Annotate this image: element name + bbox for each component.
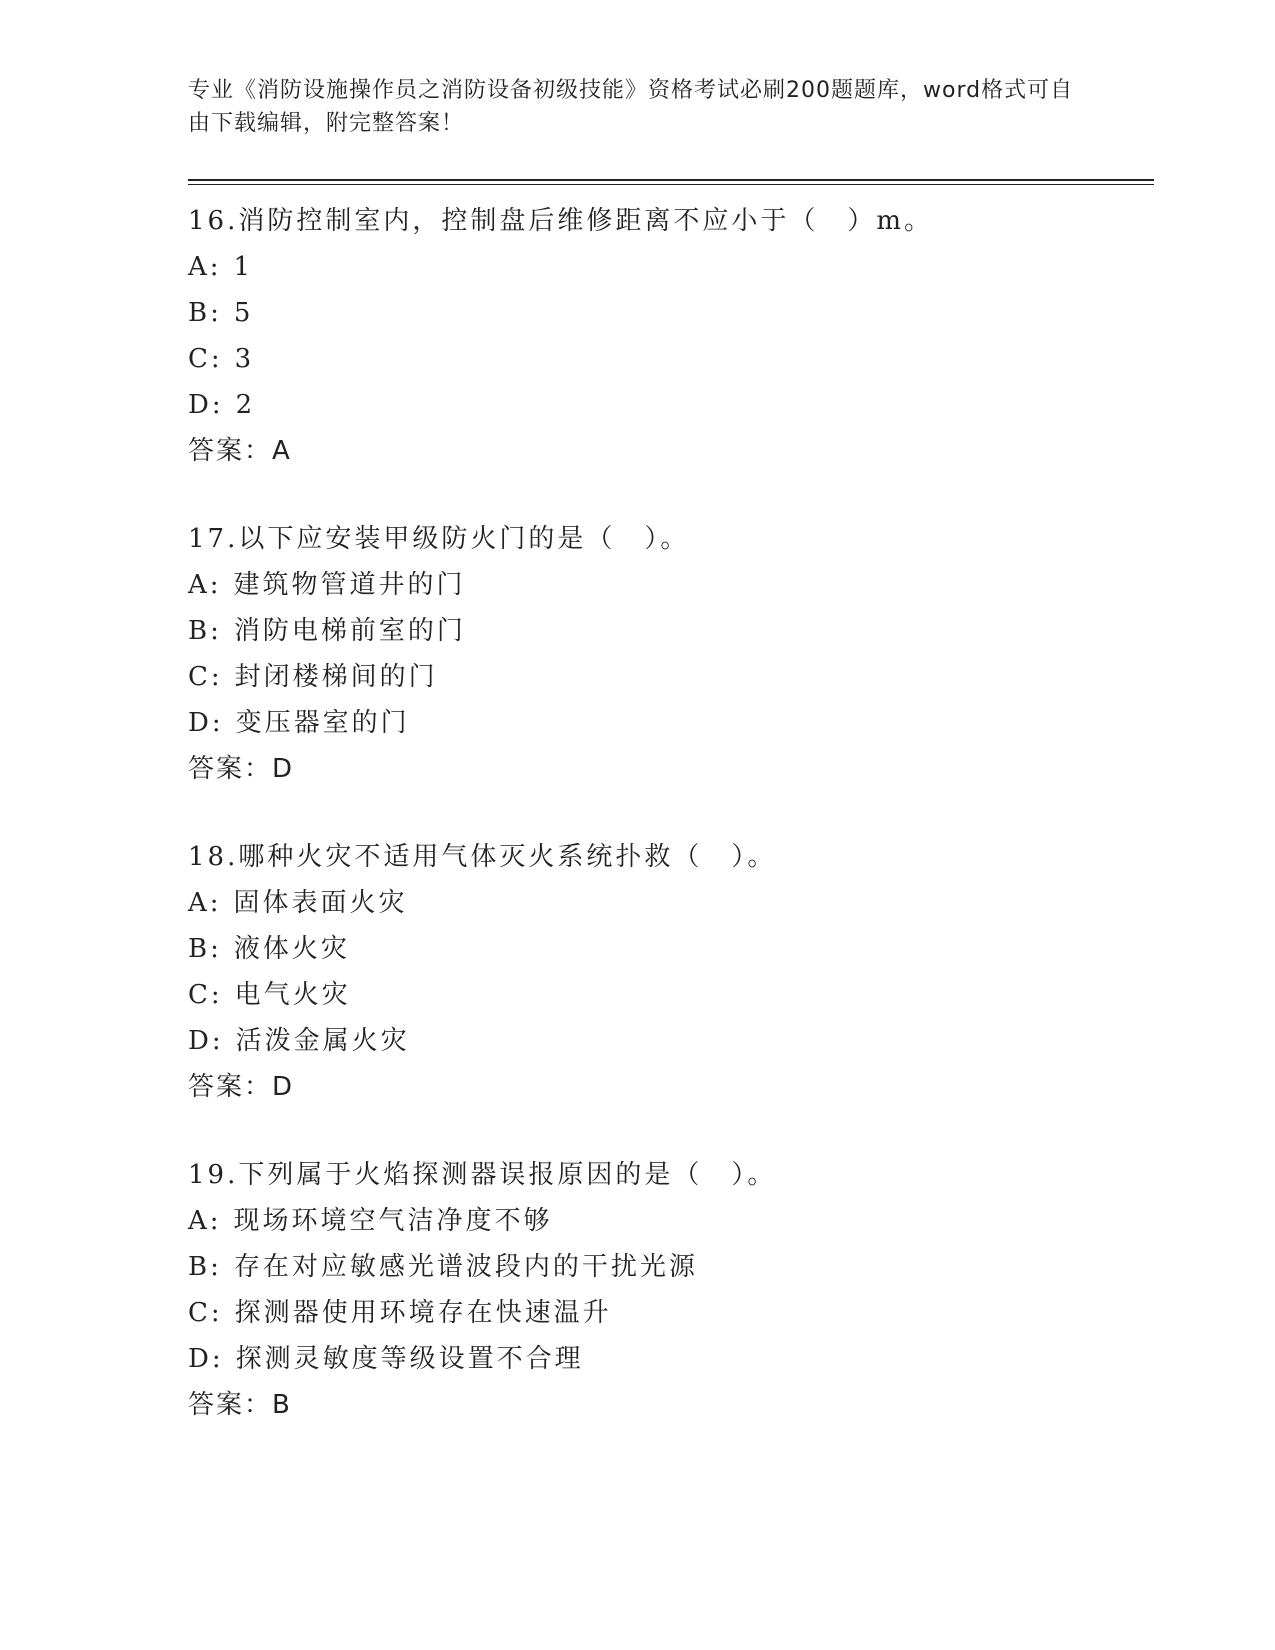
question-stem: 16.消防控制室内，控制盘后维修距离不应小于（ ）m。 bbox=[188, 206, 934, 236]
option-text: 探测器使用环境存在快速温升 bbox=[234, 1298, 612, 1328]
option-b bbox=[188, 1244, 1148, 1290]
option-b bbox=[188, 926, 1148, 972]
option-a bbox=[188, 1198, 1148, 1244]
option-text: 封闭楼梯间的门 bbox=[234, 662, 438, 692]
option-d bbox=[188, 382, 1148, 428]
option-letter: D: bbox=[188, 1026, 224, 1056]
option-text: 电气火灾 bbox=[234, 980, 351, 1010]
option-text: 存在对应敏感光谱波段内的干扰光源 bbox=[233, 1252, 698, 1282]
option-letter: A: bbox=[188, 570, 222, 600]
document-header: 专业《消防设施操作员之消防设备初级技能》资格考试必刷200题题库，word格式可自由下载编辑，附完整答案！ bbox=[188, 78, 1074, 136]
option-d bbox=[188, 700, 1148, 746]
option-a bbox=[188, 880, 1148, 926]
option-text: 建筑物管道井的门 bbox=[233, 570, 466, 600]
option-text: 变压器室的门 bbox=[235, 708, 410, 738]
option-letter: B: bbox=[188, 616, 222, 646]
answer-line: 答案：B bbox=[188, 1390, 292, 1420]
option-b bbox=[188, 608, 1148, 654]
option-text: 液体火灾 bbox=[233, 934, 350, 964]
header-divider-thick bbox=[188, 179, 1154, 181]
option-text: 1 bbox=[233, 252, 254, 282]
option-letter: C: bbox=[188, 662, 223, 692]
option-a bbox=[188, 562, 1148, 608]
option-letter: D: bbox=[188, 708, 224, 738]
option-letter: A: bbox=[188, 252, 222, 282]
option-letter: C: bbox=[188, 980, 223, 1010]
option-letter: A: bbox=[188, 1206, 222, 1236]
option-text: 2 bbox=[235, 390, 256, 420]
answer-line: 答案：D bbox=[188, 754, 295, 784]
question-18 bbox=[188, 834, 1148, 1110]
option-d bbox=[188, 1018, 1148, 1064]
question-17 bbox=[188, 516, 1148, 792]
option-letter: B: bbox=[188, 934, 222, 964]
header-divider-thin bbox=[188, 184, 1154, 185]
option-d bbox=[188, 1336, 1148, 1382]
option-letter: D: bbox=[188, 1344, 224, 1374]
answer-line: 答案：A bbox=[188, 436, 292, 466]
option-letter: C: bbox=[188, 1298, 223, 1328]
question-16 bbox=[188, 198, 1148, 474]
option-letter: B: bbox=[188, 298, 222, 328]
option-c bbox=[188, 654, 1148, 700]
option-c bbox=[188, 972, 1148, 1018]
option-text: 活泼金属火灾 bbox=[235, 1026, 410, 1056]
question-stem: 19.下列属于火焰探测器误报原因的是（ ）。 bbox=[188, 1160, 777, 1190]
question-stem: 17.以下应安装甲级防火门的是（ ）。 bbox=[188, 524, 690, 554]
option-c bbox=[188, 336, 1148, 382]
option-text: 消防电梯前室的门 bbox=[233, 616, 466, 646]
answer-line: 答案：D bbox=[188, 1072, 295, 1102]
option-letter: A: bbox=[188, 888, 222, 918]
option-text: 固体表面火灾 bbox=[233, 888, 408, 918]
option-text: 现场环境空气洁净度不够 bbox=[233, 1206, 553, 1236]
option-a bbox=[188, 244, 1148, 290]
option-b bbox=[188, 290, 1148, 336]
option-text: 探测灵敏度等级设置不合理 bbox=[235, 1344, 584, 1374]
question-stem: 18.哪种火灾不适用气体灭火系统扑救（ ）。 bbox=[188, 842, 777, 872]
option-letter: C: bbox=[188, 344, 223, 374]
option-text: 3 bbox=[234, 344, 255, 374]
option-text: 5 bbox=[233, 298, 254, 328]
question-19 bbox=[188, 1152, 1148, 1428]
option-letter: D: bbox=[188, 390, 224, 420]
option-c bbox=[188, 1290, 1148, 1336]
option-letter: B: bbox=[188, 1252, 222, 1282]
